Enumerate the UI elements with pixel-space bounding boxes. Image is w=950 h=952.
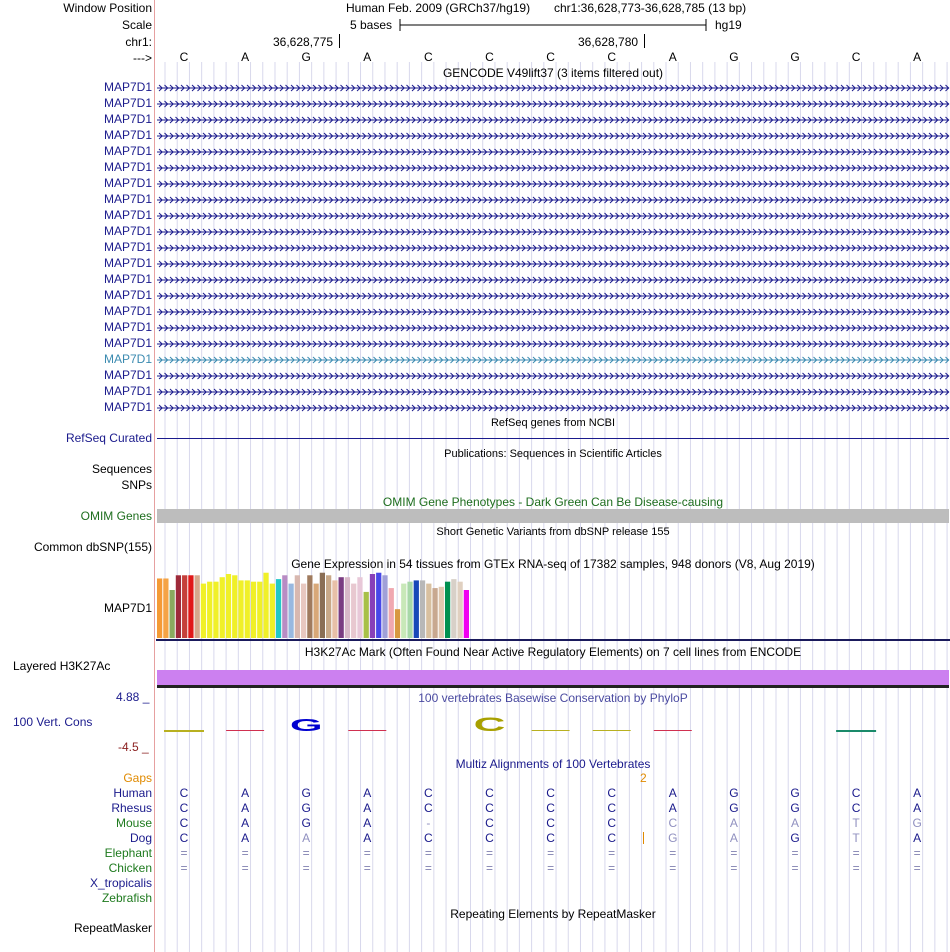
multiz-base: = (363, 861, 371, 875)
h3k27ac-baseline (157, 685, 949, 688)
gtex-tissue-bar (276, 579, 281, 638)
gencode-transcript-label[interactable]: MAP7D1 (103, 352, 152, 366)
multiz-base: T (852, 816, 860, 830)
multiz-base: A (241, 831, 250, 845)
gtex-tissue-bar (314, 584, 319, 638)
multiz-base: = (547, 861, 555, 875)
multiz-base: C (424, 831, 433, 845)
repeatmasker-label[interactable]: RepeatMasker (73, 921, 152, 935)
refseq-title[interactable]: RefSeq genes from NCBI (490, 417, 616, 429)
gtex-tissue-bar (163, 578, 168, 638)
base-letter: G (790, 50, 800, 64)
multiz-base: C (668, 816, 678, 830)
gtex-tissue-bar (213, 582, 218, 638)
gtex-tissue-bar (220, 577, 225, 638)
gtex-tissue-bar (345, 577, 350, 638)
scale-bar (398, 17, 710, 33)
multiz-base: = (913, 846, 921, 860)
multiz-base: G (790, 801, 800, 815)
window-position-label: Window Position (63, 1, 152, 15)
gtex-tissue-bar (182, 575, 187, 638)
gtex-tissue-bar (201, 584, 206, 638)
gtex-expression-chart[interactable] (156, 572, 950, 642)
gencode-transcript-line[interactable] (156, 115, 950, 125)
gtex-tissue-bar (339, 577, 344, 638)
multiz-base: = (913, 861, 921, 875)
position-text: chr1:36,628,773-36,628,785 (13 bp) (554, 1, 747, 15)
gtex-tissue-bar (420, 580, 425, 638)
coord-tick-mark-2 (644, 34, 645, 48)
omim-label[interactable]: OMIM Genes (80, 509, 152, 523)
base-letter: C (424, 50, 433, 64)
gtex-tissue-bar (351, 584, 356, 638)
gencode-transcript-label[interactable]: MAP7D1 (103, 384, 152, 398)
gtex-tissue-bar (445, 582, 450, 638)
multiz-species-label[interactable]: Human (113, 786, 152, 800)
insertion-marker (643, 832, 644, 844)
base-letter: C (851, 50, 861, 64)
phylop-bar (654, 730, 692, 731)
multiz-species-label[interactable]: Zebrafish (101, 891, 152, 905)
multiz-base: A (363, 786, 372, 800)
multiz-base: C (607, 801, 617, 815)
multiz-base: G (301, 816, 311, 830)
multiz-base: C (607, 786, 617, 800)
gencode-transcript-label[interactable]: MAP7D1 (103, 288, 152, 302)
gtex-tissue-bar (170, 590, 175, 638)
base-letter: C (546, 50, 555, 64)
multiz-base: C (546, 786, 555, 800)
gtex-tissue-bar (157, 578, 162, 638)
gencode-transcript-label[interactable]: MAP7D1 (103, 144, 152, 158)
gencode-transcript-label[interactable]: MAP7D1 (103, 96, 152, 110)
gtex-tissue-bar (457, 582, 462, 638)
gencode-transcript-line[interactable] (156, 83, 950, 93)
multiz-base: A (668, 786, 677, 800)
phylop-bar (164, 730, 204, 732)
multiz-base: = (791, 861, 799, 875)
multiz-base: G (729, 786, 739, 800)
multiz-base: = (241, 846, 249, 860)
gtex-tissue-bar (282, 575, 287, 638)
multiz-species-label[interactable]: Mouse (115, 816, 152, 830)
gtex-title[interactable]: Gene Expression in 54 tissues from GTEx RNA-seq of 17382 samples, 948 donors (V8, Aug 2019) (291, 557, 815, 571)
multiz-base: A (668, 801, 677, 815)
gencode-transcript-label[interactable]: MAP7D1 (103, 336, 152, 350)
multiz-base: A (913, 801, 922, 815)
phylop-label[interactable]: 100 Vert. Cons (13, 715, 93, 729)
multiz-species-label[interactable]: X_tropicalis (89, 876, 152, 890)
multiz-base: = (608, 846, 616, 860)
dbsnp-title[interactable]: Short Genetic Variants from dbSNP release 155 (436, 526, 670, 538)
gencode-title[interactable]: GENCODE V49lift37 (3 items filtered out) (442, 66, 664, 80)
multiz-base: C (179, 816, 189, 830)
gencode-transcript-line[interactable] (156, 291, 950, 301)
gencode-transcript-line[interactable] (156, 339, 950, 349)
repeatmasker-title[interactable]: Repeating Elements by RepeatMasker (450, 907, 656, 921)
multiz-base: A (241, 801, 250, 815)
multiz-base: = (730, 846, 738, 860)
dbsnp-label[interactable]: Common dbSNP(155) (33, 540, 152, 554)
gtex-tissue-bar (370, 574, 375, 638)
gencode-transcript-line[interactable] (156, 307, 950, 317)
multiz-base: A (790, 816, 800, 830)
gencode-transcript-label[interactable]: MAP7D1 (103, 272, 152, 286)
phylop-bar (348, 730, 386, 731)
gtex-tissue-bar (426, 584, 431, 638)
gencode-transcript-line[interactable] (156, 227, 950, 237)
gtex-tissue-bar (439, 587, 444, 638)
gencode-transcript-label[interactable]: MAP7D1 (103, 224, 152, 238)
multiz-base: C (485, 831, 494, 845)
multiz-base: = (363, 846, 371, 860)
multiz-base: C (546, 831, 555, 845)
gtex-tissue-bar (395, 609, 400, 638)
chr-label: chr1: (125, 35, 152, 49)
base-letter: A (363, 50, 372, 64)
multiz-base: G (301, 801, 311, 815)
gencode-transcript-line[interactable] (156, 243, 950, 253)
omim-feature-bar[interactable] (157, 509, 949, 523)
multiz-base: A (302, 831, 311, 845)
gtex-label[interactable]: MAP7D1 (103, 601, 152, 615)
gtex-tissue-bar (364, 592, 369, 638)
gencode-transcript-line[interactable] (156, 131, 950, 141)
multiz-base: = (180, 861, 188, 875)
gencode-transcript-label[interactable]: MAP7D1 (103, 128, 152, 142)
gencode-transcript-line[interactable] (156, 211, 950, 221)
gtex-tissue-bar (176, 575, 181, 638)
gtex-tissue-bar (238, 580, 243, 638)
gencode-transcript-label[interactable]: MAP7D1 (103, 176, 152, 190)
gencode-transcript-line[interactable] (156, 179, 950, 189)
gencode-transcript-line[interactable] (156, 355, 950, 365)
gtex-tissue-bar (195, 575, 200, 638)
gaps-label[interactable]: Gaps (123, 771, 152, 785)
gtex-tissue-bar (232, 575, 237, 638)
gtex-tissue-bar (389, 588, 394, 638)
multiz-base: - (426, 816, 431, 830)
multiz-base: C (179, 831, 189, 845)
gencode-transcript-label[interactable]: MAP7D1 (103, 192, 152, 206)
gencode-transcript-line[interactable] (156, 147, 950, 157)
gtex-tissue-bar (451, 579, 456, 638)
multiz-species-label[interactable]: Chicken (108, 861, 152, 875)
scale-db: hg19 (715, 18, 742, 32)
phylop-bar (836, 730, 876, 732)
multiz-base: = (547, 846, 555, 860)
gtex-tissue-bar (257, 582, 262, 638)
coord-tick-mark-1 (339, 34, 340, 48)
phylop-logo[interactable] (156, 706, 950, 746)
gtex-tissue-bar (251, 582, 256, 638)
multiz-base: A (363, 801, 372, 815)
coord-tick-1: 36,628,775 (273, 35, 334, 49)
gencode-transcript-line[interactable] (156, 323, 950, 333)
refseq-line[interactable] (157, 438, 949, 439)
h3k27ac-title[interactable]: H3K27Ac Mark (Often Found Near Active Regulatory Elements) on 7 cell lines from ENCODE (304, 645, 802, 659)
gtex-tissue-bar (270, 584, 275, 638)
multiz-base: = (302, 861, 310, 875)
multiz-base: = (791, 846, 799, 860)
assembly-title: Human Feb. 2009 (GRCh37/hg19) (346, 1, 531, 15)
multiz-base: C (607, 831, 617, 845)
snps-label[interactable]: SNPs (121, 478, 152, 492)
gtex-tissue-bar (382, 575, 387, 638)
gtex-tissue-bar (432, 588, 437, 638)
multiz-base: C (851, 786, 861, 800)
multiz-base: = (669, 861, 677, 875)
gtex-tissue-bar (464, 590, 469, 638)
multiz-base: A (913, 831, 922, 845)
gencode-transcript-label[interactable]: MAP7D1 (103, 368, 152, 382)
strand-arrow-label: ---> (133, 51, 152, 65)
omim-title[interactable]: OMIM Gene Phenotypes - Dark Green Can Be Disease-causing (382, 495, 724, 509)
gtex-tissue-bar (332, 580, 337, 638)
gencode-transcript-line[interactable] (156, 163, 950, 173)
gencode-transcript-line[interactable] (156, 387, 950, 397)
multiz-species-label[interactable]: Rhesus (111, 801, 152, 815)
multiz-base: G (790, 831, 800, 845)
multiz-base: C (546, 801, 555, 815)
gtex-tissue-bar (320, 573, 325, 638)
base-letter: C (179, 50, 189, 64)
gap-count: 2 (640, 771, 647, 785)
gtex-tissue-bar (407, 582, 412, 638)
h3k27ac-label[interactable]: Layered H3K27Ac (13, 659, 111, 673)
multiz-base: = (180, 846, 188, 860)
multiz-title[interactable]: Multiz Alignments of 100 Vertebrates (455, 757, 651, 771)
phylop-logo-letter: C (473, 713, 506, 736)
refseq-label[interactable]: RefSeq Curated (65, 431, 152, 445)
multiz-base: C (485, 816, 494, 830)
gtex-tissue-bar (188, 575, 193, 638)
scale-label: Scale (121, 18, 152, 32)
gencode-transcript-line[interactable] (156, 371, 950, 381)
multiz-base: A (729, 816, 738, 830)
multiz-base: C (851, 801, 861, 815)
base-letter: C (485, 50, 494, 64)
multiz-base: = (669, 846, 677, 860)
gtex-tissue-bar (326, 575, 331, 638)
h3k27ac-signal[interactable] (157, 670, 949, 685)
gtex-tissue-bar (295, 575, 300, 638)
multiz-base: C (607, 816, 617, 830)
phylop-max: 4.88 _ (116, 690, 150, 704)
base-letter: G (301, 50, 311, 64)
gtex-tissue-bar (307, 575, 312, 638)
gtex-tissue-bar (207, 582, 212, 638)
multiz-base: C (424, 801, 433, 815)
multiz-base: = (424, 861, 432, 875)
multiz-base: A (913, 786, 922, 800)
base-letter: C (607, 50, 617, 64)
base-letter: A (668, 50, 677, 64)
gtex-tissue-bar (288, 584, 293, 638)
gencode-transcript-line[interactable] (156, 403, 950, 413)
gencode-transcript-label[interactable]: MAP7D1 (103, 400, 152, 414)
base-letter: A (241, 50, 250, 64)
coord-tick-2: 36,628,780 (578, 35, 639, 49)
multiz-base: = (608, 861, 616, 875)
multiz-base: C (485, 801, 494, 815)
phylop-bar (593, 730, 631, 731)
multiz-species-label[interactable]: Elephant (104, 846, 152, 860)
phylop-logo-letter: G (289, 715, 323, 735)
gtex-tissue-bar (301, 584, 306, 638)
multiz-base: G (790, 786, 800, 800)
multiz-base: = (852, 861, 860, 875)
multiz-base: A (363, 831, 372, 845)
multiz-base: C (179, 801, 189, 815)
multiz-base: C (179, 786, 189, 800)
multiz-base: G (301, 786, 311, 800)
gencode-transcript-label[interactable]: MAP7D1 (103, 160, 152, 174)
gencode-transcript-line[interactable] (156, 195, 950, 205)
multiz-base: A (241, 816, 250, 830)
sequences-label[interactable]: Sequences (91, 462, 152, 476)
gtex-tissue-bar (245, 580, 250, 638)
multiz-base: A (729, 831, 738, 845)
multiz-base: T (852, 831, 860, 845)
multiz-base: = (852, 846, 860, 860)
multiz-base: = (485, 861, 494, 875)
gencode-transcript-label[interactable]: MAP7D1 (103, 80, 152, 94)
multiz-base: = (302, 846, 310, 860)
gencode-transcript-line[interactable] (156, 275, 950, 285)
multiz-base: G (729, 801, 739, 815)
multiz-base: = (485, 846, 494, 860)
gtex-tissue-bar (376, 573, 381, 638)
gencode-transcript-line[interactable] (156, 259, 950, 269)
multiz-base: G (668, 831, 678, 845)
label-divider (154, 0, 155, 952)
phylop-bar (532, 730, 570, 731)
multiz-base: A (241, 786, 250, 800)
gencode-transcript-label[interactable]: MAP7D1 (103, 208, 152, 222)
gencode-transcript-label[interactable]: MAP7D1 (103, 256, 152, 270)
gencode-transcript-label[interactable]: MAP7D1 (103, 240, 152, 254)
gtex-tissue-bar (414, 580, 419, 638)
multiz-species-label[interactable]: Dog (129, 831, 152, 845)
multiz-base: C (546, 816, 555, 830)
publications-title[interactable]: Publications: Sequences in Scientific Articles (444, 448, 662, 460)
multiz-base: = (241, 861, 249, 875)
base-letter: G (729, 50, 739, 64)
gencode-transcript-label[interactable]: MAP7D1 (103, 320, 152, 334)
gtex-tissue-bar (357, 577, 362, 638)
gtex-tissue-bar (263, 573, 268, 638)
multiz-base: G (912, 816, 922, 830)
base-letter: A (913, 50, 922, 64)
gencode-transcript-line[interactable] (156, 99, 950, 109)
phylop-title[interactable]: 100 vertebrates Basewise Conservation by PhyloP (418, 691, 688, 705)
phylop-bar (226, 730, 264, 731)
gtex-tissue-bar (226, 574, 231, 638)
gencode-transcript-label[interactable]: MAP7D1 (103, 112, 152, 126)
multiz-base: A (363, 816, 372, 830)
multiz-base: = (424, 846, 432, 860)
gencode-transcript-label[interactable]: MAP7D1 (103, 304, 152, 318)
scale-text: 5 bases (350, 18, 393, 32)
multiz-base: C (485, 786, 494, 800)
multiz-base: = (730, 861, 738, 875)
phylop-min: -4.5 _ (118, 740, 149, 754)
multiz-base: C (424, 786, 433, 800)
gtex-tissue-bar (401, 584, 406, 638)
